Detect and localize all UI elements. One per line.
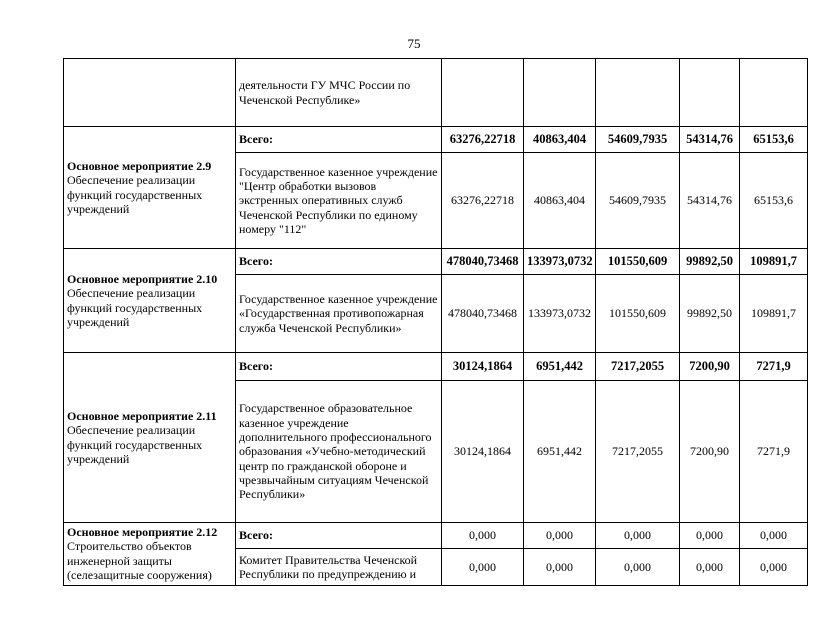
- executor-value: 54314,76: [680, 153, 740, 249]
- measure-description: Обеспечение реализации функций государственных учреждений: [67, 173, 203, 216]
- total-value: 101550,609: [596, 249, 680, 275]
- total-value: 99892,50: [680, 249, 740, 275]
- executor-value: 478040,73468: [442, 275, 524, 353]
- total-value: 63276,22718: [442, 127, 524, 153]
- measure-title: Основное мероприятие 2.10: [67, 271, 218, 286]
- measure-cell-empty: [64, 59, 236, 127]
- executor-value: 0,000: [596, 549, 680, 585]
- total-value: 40863,404: [524, 127, 596, 153]
- empty-cell: [524, 59, 596, 127]
- measure-title: Основное мероприятие 2.11: [67, 408, 217, 423]
- total-label: Всего:: [236, 353, 442, 381]
- empty-cell: [442, 59, 524, 127]
- empty-cell: [680, 59, 740, 127]
- measure-cell: [64, 523, 236, 586]
- executor-value: 40863,404: [524, 153, 596, 249]
- total-row: [64, 249, 808, 275]
- executor-value: 99892,50: [680, 275, 740, 353]
- measure-cell: [64, 127, 236, 249]
- continuation-text: деятельности ГУ МЧС России по Чеченской Республике»: [239, 78, 411, 107]
- total-value: 0,000: [680, 523, 740, 549]
- total-value: 0,000: [442, 523, 524, 549]
- executor-value: 7271,9: [740, 381, 808, 523]
- empty-cell: [740, 59, 808, 127]
- executor-value: 0,000: [740, 549, 808, 585]
- total-value: 0,000: [740, 523, 808, 549]
- executor-value: 54609,7935: [596, 153, 680, 249]
- executor-value: 101550,609: [596, 275, 680, 353]
- total-row: [64, 127, 808, 153]
- total-label: Всего:: [236, 249, 442, 275]
- executor-value: 7200,90: [680, 381, 740, 523]
- page-number: 75: [407, 36, 421, 51]
- total-value: 109891,7: [740, 249, 808, 275]
- measure-description: Обеспечение реализации функций государственных учреждений: [67, 286, 203, 329]
- total-value: 54314,76: [680, 127, 740, 153]
- total-value: 478040,73468: [442, 249, 524, 275]
- total-label: Всего:: [236, 523, 442, 549]
- executor-value: 30124,1864: [442, 381, 524, 523]
- total-row: [64, 523, 808, 549]
- total-value: 7217,2055: [596, 353, 680, 381]
- total-value: 7200,90: [680, 353, 740, 381]
- measure-description: Строительство объектов инженерной защиты (селезащитные сооружения): [67, 539, 212, 583]
- budget-table: [63, 58, 808, 586]
- measure-description: Обеспечение реализации функций государственных учреждений: [67, 423, 203, 466]
- continuation-executor: [236, 59, 442, 127]
- total-label: Всего:: [236, 127, 442, 153]
- total-value: 6951,442: [524, 353, 596, 381]
- total-value: 7271,9: [740, 353, 808, 381]
- measure-title: Основное мероприятие 2.9: [67, 158, 212, 173]
- executor-name: Комитет Правительства Чеченской Республики по предупреждению и: [236, 549, 442, 585]
- executor-value: 109891,7: [740, 275, 808, 353]
- executor-name: Государственное образовательное казенное учреждение дополнительного профессионального образования «Учебно-методический центр по гражданской обороне и чрезвычайным ситуациям Чеченской Республики»: [236, 381, 442, 523]
- measure-cell: [64, 353, 236, 523]
- total-value: 65153,6: [740, 127, 808, 153]
- measure-cell: [64, 249, 236, 353]
- executor-value: 0,000: [524, 549, 596, 585]
- executor-name: Государственное казенное учреждение «Государственная противопожарная служба Чеченской Республики»: [236, 275, 442, 353]
- total-value: 133973,0732: [524, 249, 596, 275]
- executor-name: Государственное казенное учреждение "Центр обработки вызовов экстренных оперативных служб Чеченской Республики по единому номеру "112": [236, 153, 442, 249]
- total-value: 30124,1864: [442, 353, 524, 381]
- executor-value: 0,000: [442, 549, 524, 585]
- total-value: 54609,7935: [596, 127, 680, 153]
- executor-value: 63276,22718: [442, 153, 524, 249]
- total-value: 0,000: [596, 523, 680, 549]
- executor-value: 6951,442: [524, 381, 596, 523]
- executor-value: 65153,6: [740, 153, 808, 249]
- continuation-row: [64, 59, 808, 127]
- executor-value: 0,000: [680, 549, 740, 585]
- total-row: [64, 353, 808, 381]
- empty-cell: [596, 59, 680, 127]
- total-value: 0,000: [524, 523, 596, 549]
- executor-value: 133973,0732: [524, 275, 596, 353]
- measure-title: Основное мероприятие 2.12: [67, 525, 218, 539]
- executor-value: 7217,2055: [596, 381, 680, 523]
